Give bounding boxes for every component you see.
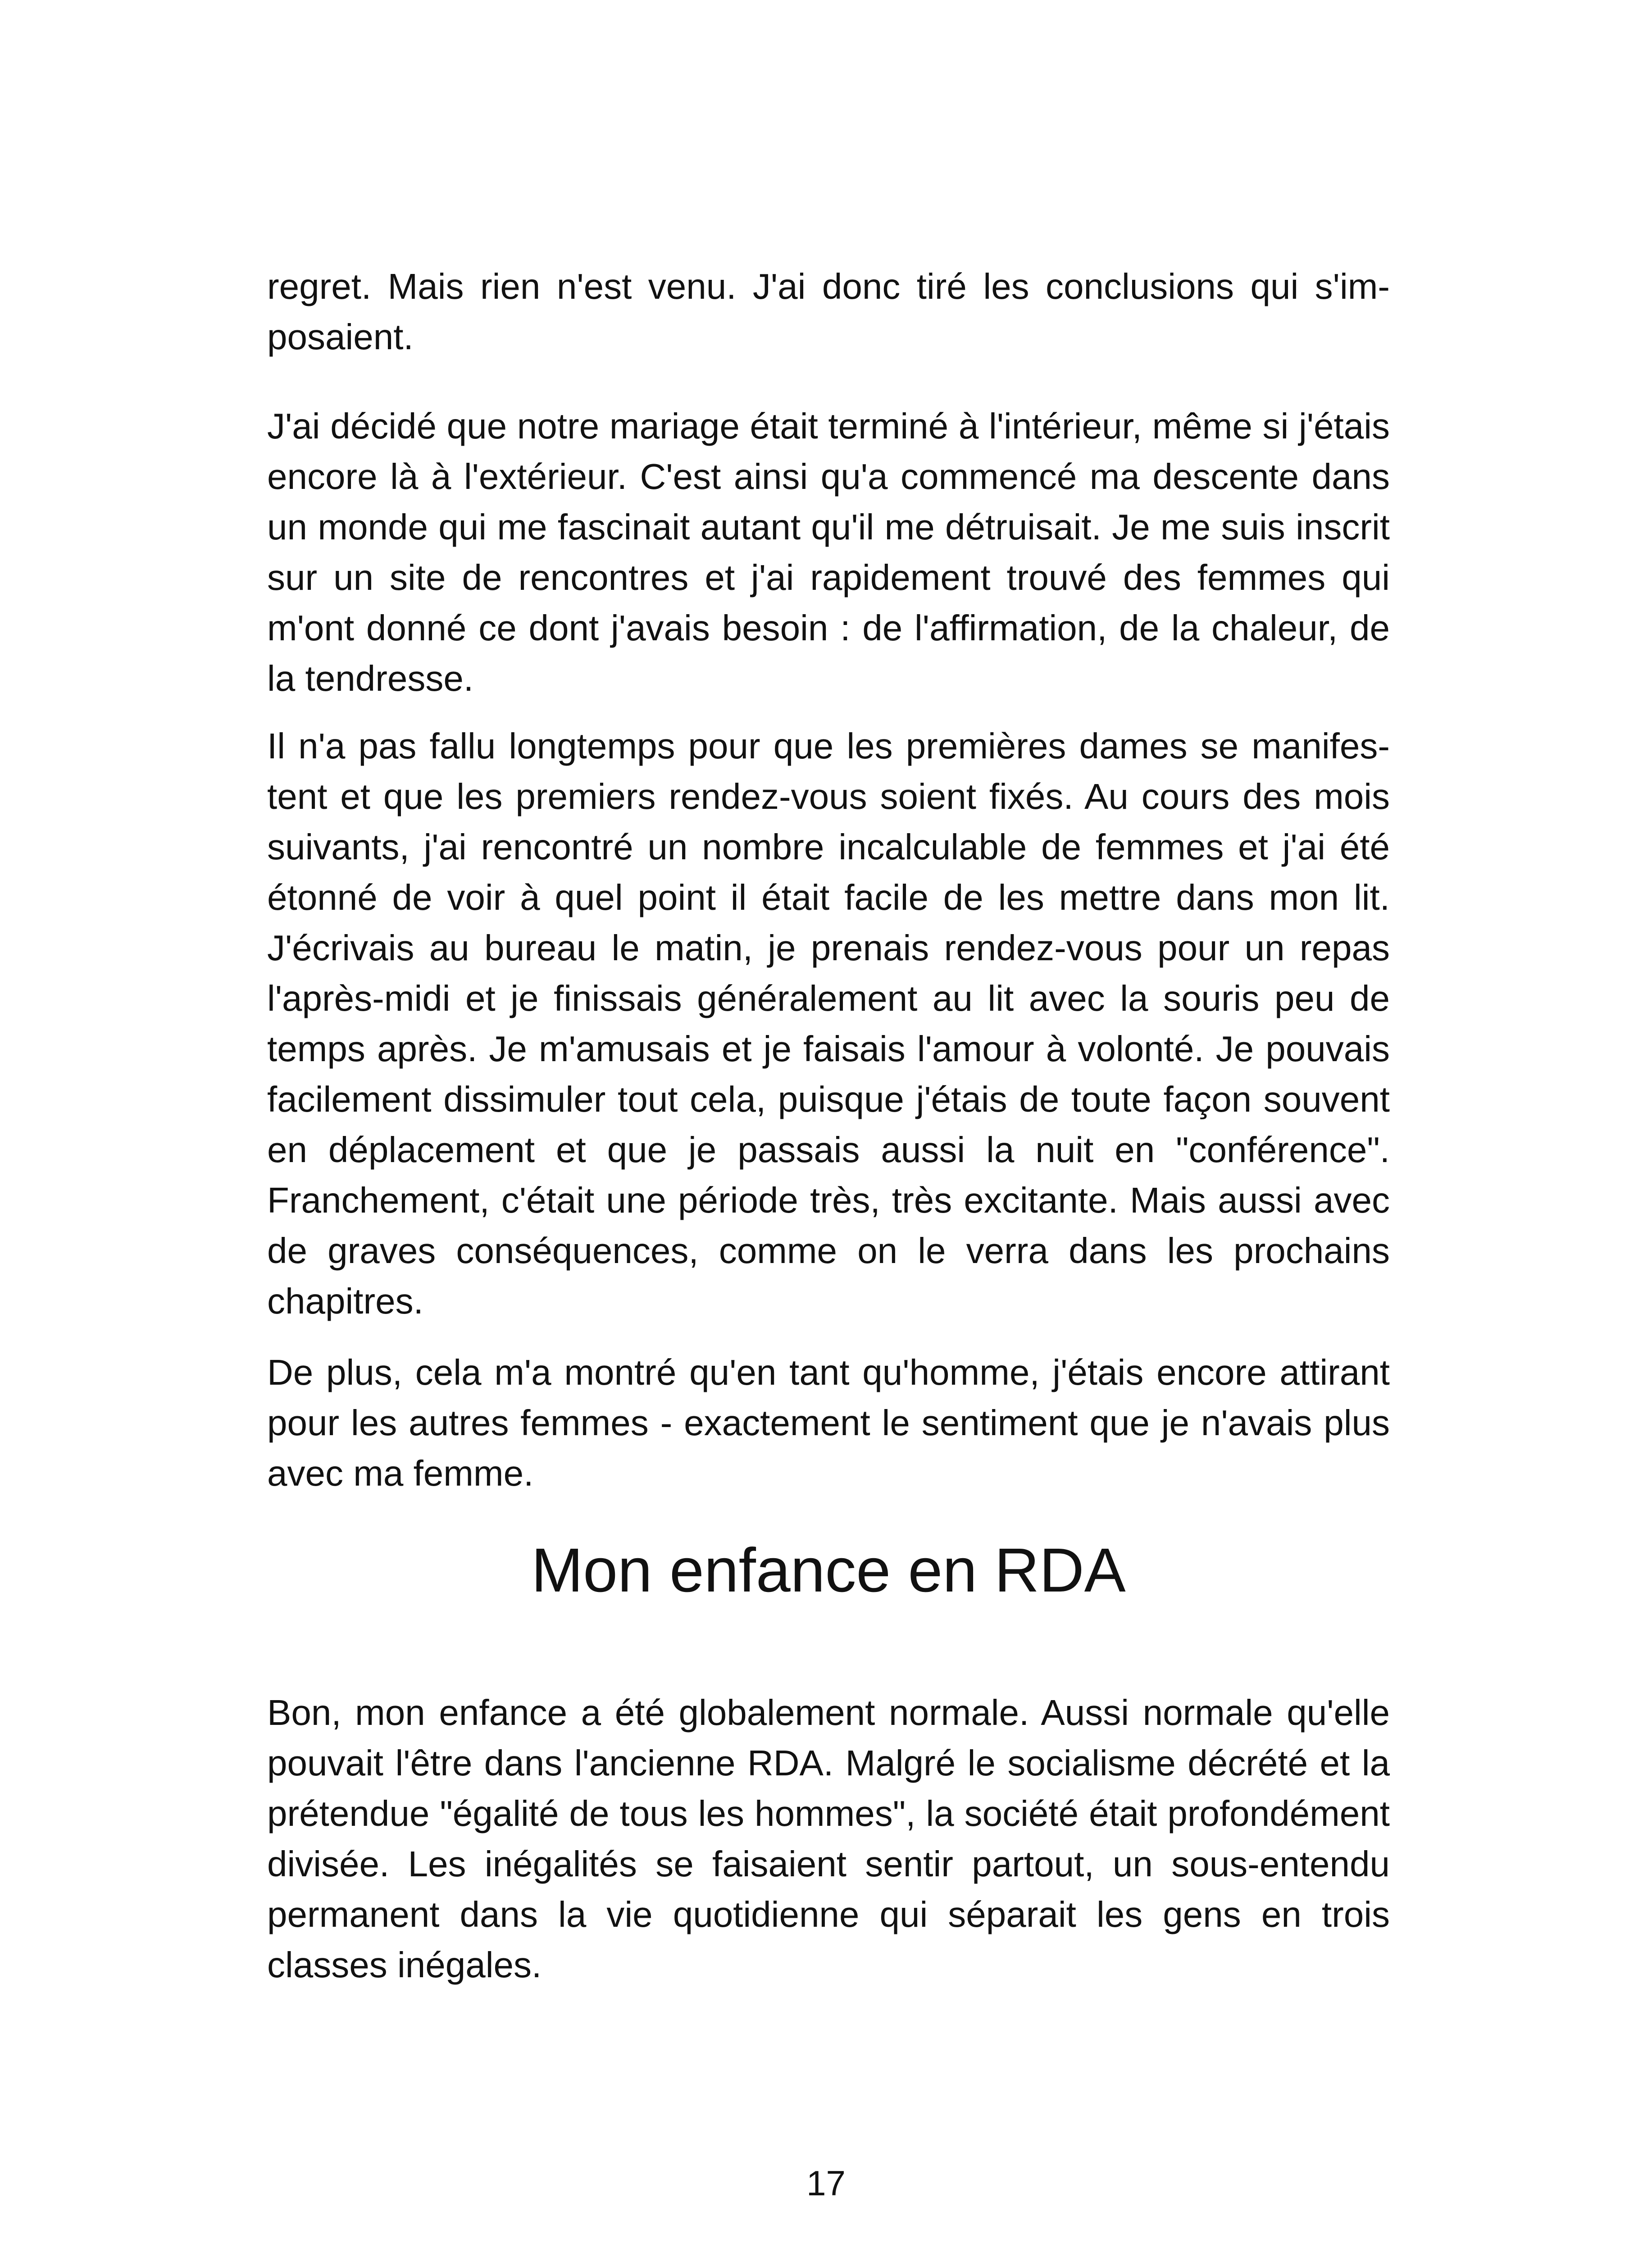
paragraph-3-text: Il n'a pas fallu longtemps pour que les premières dames se manifestent et que les premiers rendez-vous soient fixés. Au cours des mois suivants, j'ai rencontré un nombre incalculable de femmes et j'ai été étonné de voir à quel point il était facile de les mettre dans mon lit. J'écrivais au bureau le matin, je prenais rendez-vous pour un repas l'après-midi et je finissais généralement au lit avec la souris peu de temps après. Je m'amusais et je faisais l'amour à volonté. Je pouvais facilement dissimuler tout cela, puisque j'étais de toute façon souvent en déplacement et que je passais aussi la nuit en "conférence". Franchement, c'était une période très, très excitante. Mais aussi avec de graves conséquences, comme on le verra dans les prochains chapitres. — [267, 726, 1390, 1321]
paragraph-1 — [267, 261, 1390, 362]
paragraph-4 — [267, 1347, 1390, 1499]
paragraph-4-text: De plus, cela m'a montré qu'en tant qu'homme, j'étais encore attirant pour les autres femmes - exactement le sentiment que je n'avais plus avec ma femme. — [267, 1352, 1390, 1493]
paragraph-3 — [267, 721, 1390, 1327]
paragraph-5 — [267, 1687, 1390, 1990]
paragraph-2 — [267, 401, 1390, 704]
chapter-heading: Mon enfance en RDA — [531, 1536, 1126, 1605]
paragraph-2-text: J'ai décidé que notre mariage était terminé à l'intérieur, même si j'étais encore là à l'extérieur. C'est ainsi qu'a commencé ma descente dans un monde qui me fascinait autant qu'il me détruisait. Je me suis inscrit sur un site de rencontres et j'ai rapidement trouvé des femmes qui m'ont donné ce dont j'avais besoin : de l'affirmation, de la chaleur, de la tendresse. — [267, 406, 1390, 698]
paragraph-1-text: regret. Mais rien n'est venu. J'ai donc tiré les conclusions qui s'imposaient. — [267, 266, 1390, 357]
page-number: 17 — [806, 2163, 846, 2203]
paragraph-5-text: Bon, mon enfance a été globalement normale. Aussi normale qu'elle pouvait l'être dans l'ancienne RDA. Malgré le socialisme décrété et la prétendue "égalité de tous les hommes", la société était profondément divisée. Les inégalités se faisaient sentir partout, un sous-entendu permanent dans la vie quotidienne qui séparait les gens en trois classes inégales. — [267, 1692, 1390, 1985]
